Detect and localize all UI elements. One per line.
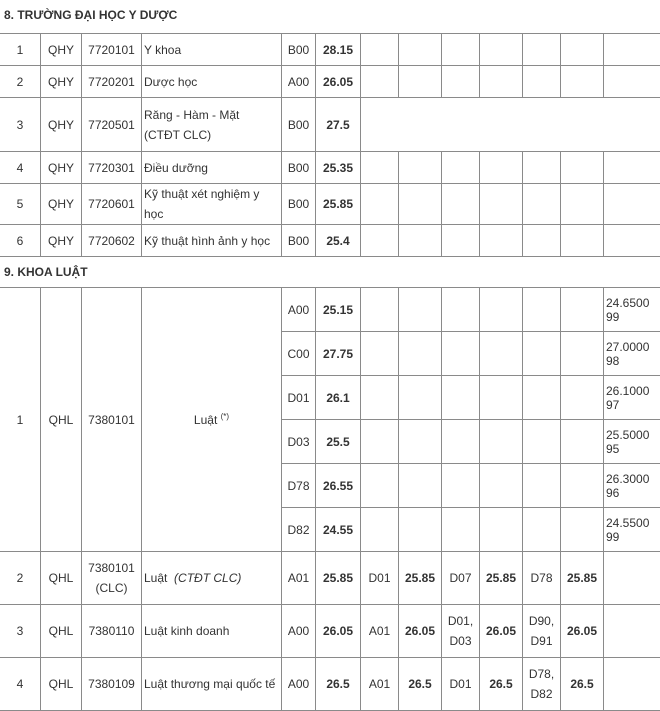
subject-combo: D01 bbox=[282, 376, 316, 420]
major-code: 7720201 bbox=[82, 66, 142, 98]
score: 25.5 bbox=[316, 420, 361, 464]
major-name: Luật thương mại quốc tế bbox=[142, 658, 282, 711]
extra-score bbox=[604, 288, 660, 332]
school-code: QHY bbox=[41, 98, 82, 152]
subject-combo: D82 bbox=[282, 508, 316, 552]
school-code: QHL bbox=[41, 658, 82, 711]
score: 25.85 bbox=[561, 552, 604, 605]
extra-score-line2: 96 bbox=[606, 486, 619, 500]
score: 26.55 bbox=[316, 464, 361, 508]
major-code: 7380101 bbox=[82, 288, 142, 552]
score: 26.5 bbox=[561, 658, 604, 711]
subject-combo: D01 bbox=[361, 552, 399, 605]
row-number: 5 bbox=[0, 184, 41, 225]
extra-score-line1: 27.0000 bbox=[606, 340, 649, 354]
section-header-row bbox=[0, 0, 660, 34]
school-code: QHY bbox=[41, 225, 82, 257]
score: 25.85 bbox=[316, 552, 361, 605]
school-code: QHY bbox=[41, 66, 82, 98]
major-name-text: Luật bbox=[194, 413, 217, 427]
major-name-note: (CTĐT CLC) bbox=[174, 571, 241, 585]
extra-score-line1: 26.3000 bbox=[606, 472, 649, 486]
subject-combo: B00 bbox=[282, 152, 316, 184]
subject-combo: A00 bbox=[282, 658, 316, 711]
score: 25.4 bbox=[316, 225, 361, 257]
table-row bbox=[0, 605, 660, 658]
school-code: QHY bbox=[41, 184, 82, 225]
score: 26.05 bbox=[480, 605, 523, 658]
subject-combo: B00 bbox=[282, 184, 316, 225]
row-number: 4 bbox=[0, 658, 41, 711]
major-name: Kỹ thuật xét nghiệm y học bbox=[142, 184, 282, 225]
major-code: 7380109 bbox=[82, 658, 142, 711]
major-code: 7380110 bbox=[82, 605, 142, 658]
score: 26.5 bbox=[399, 658, 442, 711]
score: 25.85 bbox=[316, 184, 361, 225]
major-code: 7720301 bbox=[82, 152, 142, 184]
extra-score-line2: 97 bbox=[606, 398, 619, 412]
score: 26.05 bbox=[316, 605, 361, 658]
table-row bbox=[0, 225, 660, 257]
row-number: 1 bbox=[0, 34, 41, 66]
subject-combo: C00 bbox=[282, 332, 316, 376]
score: 26.05 bbox=[561, 605, 604, 658]
major-name: Kỹ thuật hình ảnh y học bbox=[142, 225, 282, 257]
score: 28.15 bbox=[316, 34, 361, 66]
subject-combo: D07 bbox=[442, 552, 480, 605]
extra-score-line1: 25.5000 bbox=[606, 428, 649, 442]
subject-combo: B00 bbox=[282, 98, 316, 152]
extra-score-line1: 24.6500 bbox=[606, 296, 649, 310]
subject-combo: B00 bbox=[282, 225, 316, 257]
extra-score-line2: 99 bbox=[606, 530, 619, 544]
score: 25.35 bbox=[316, 152, 361, 184]
extra-score bbox=[604, 508, 660, 552]
major-code bbox=[82, 552, 142, 605]
major-name: Dược học bbox=[142, 66, 282, 98]
school-code: QHY bbox=[41, 34, 82, 66]
extra-score-line2: 99 bbox=[606, 310, 619, 324]
major-code-line1: 7380101 bbox=[88, 561, 135, 575]
subject-combo: A00 bbox=[282, 605, 316, 658]
school-code: QHL bbox=[41, 288, 82, 552]
major-name bbox=[142, 288, 282, 552]
table-row bbox=[0, 552, 660, 605]
extra-score bbox=[604, 332, 660, 376]
subject-combo bbox=[442, 605, 480, 658]
footnote-mark: (*) bbox=[221, 412, 229, 421]
score: 24.55 bbox=[316, 508, 361, 552]
score: 25.85 bbox=[399, 552, 442, 605]
subject-combo: A01 bbox=[361, 605, 399, 658]
subject-combo-line2: D82 bbox=[530, 687, 552, 701]
extra-score bbox=[604, 420, 660, 464]
score: 27.75 bbox=[316, 332, 361, 376]
row-number: 2 bbox=[0, 552, 41, 605]
major-code: 7720601 bbox=[82, 184, 142, 225]
extra-score-line1: 24.5500 bbox=[606, 516, 649, 530]
subject-combo: A00 bbox=[282, 288, 316, 332]
extra-score-line2: 95 bbox=[606, 442, 619, 456]
table-row bbox=[0, 98, 660, 152]
row-number: 2 bbox=[0, 66, 41, 98]
table-row bbox=[0, 184, 660, 225]
subject-combo-line1: D90, bbox=[529, 614, 554, 628]
score: 26.1 bbox=[316, 376, 361, 420]
row-number: 4 bbox=[0, 152, 41, 184]
extra-score-line2: 98 bbox=[606, 354, 619, 368]
score: 25.85 bbox=[480, 552, 523, 605]
major-name: Điều dưỡng bbox=[142, 152, 282, 184]
major-code: 7720602 bbox=[82, 225, 142, 257]
score: 25.15 bbox=[316, 288, 361, 332]
major-name bbox=[142, 98, 282, 152]
table-row bbox=[0, 66, 660, 98]
major-name-text: Luật bbox=[144, 571, 167, 585]
subject-combo bbox=[523, 605, 561, 658]
major-name bbox=[142, 552, 282, 605]
subject-combo: D78 bbox=[523, 552, 561, 605]
row-number: 3 bbox=[0, 605, 41, 658]
major-name: Y khoa bbox=[142, 34, 282, 66]
major-name: Luật kinh doanh bbox=[142, 605, 282, 658]
subject-combo: A01 bbox=[361, 658, 399, 711]
subject-combo: D03 bbox=[282, 420, 316, 464]
section-title: 8. TRƯỜNG ĐẠI HỌC Y DƯỢC bbox=[0, 0, 660, 34]
score: 26.05 bbox=[399, 605, 442, 658]
table-row bbox=[0, 152, 660, 184]
subject-combo-line2: D91 bbox=[530, 634, 552, 648]
school-code: QHL bbox=[41, 552, 82, 605]
subject-combo-line1: D01, bbox=[448, 614, 473, 628]
row-number: 3 bbox=[0, 98, 41, 152]
subject-combo: A01 bbox=[282, 552, 316, 605]
subject-combo: A00 bbox=[282, 66, 316, 98]
score: 27.5 bbox=[316, 98, 361, 152]
subject-combo: D78 bbox=[282, 464, 316, 508]
subject-combo: B00 bbox=[282, 34, 316, 66]
extra-score bbox=[604, 464, 660, 508]
subject-combo bbox=[523, 658, 561, 711]
major-code: 7720501 bbox=[82, 98, 142, 152]
extra-score-line1: 26.1000 bbox=[606, 384, 649, 398]
section-title: 9. KHOA LUẬT bbox=[0, 257, 660, 288]
score: 26.5 bbox=[480, 658, 523, 711]
table-row bbox=[0, 34, 660, 66]
subject-combo: D01 bbox=[442, 658, 480, 711]
section-header-row bbox=[0, 257, 660, 288]
school-code: QHY bbox=[41, 152, 82, 184]
subject-combo-line1: D78, bbox=[529, 667, 554, 681]
subject-combo-line2: D03 bbox=[449, 634, 471, 648]
score: 26.5 bbox=[316, 658, 361, 711]
major-name-line2: (CTĐT CLC) bbox=[144, 128, 211, 142]
table-row bbox=[0, 288, 660, 332]
row-number: 6 bbox=[0, 225, 41, 257]
major-name-line1: Răng - Hàm - Mặt bbox=[144, 108, 239, 122]
major-code-line2: (CLC) bbox=[96, 581, 128, 595]
table-row bbox=[0, 658, 660, 711]
score: 26.05 bbox=[316, 66, 361, 98]
school-code: QHL bbox=[41, 605, 82, 658]
extra-score bbox=[604, 376, 660, 420]
row-number: 1 bbox=[0, 288, 41, 552]
major-code: 7720101 bbox=[82, 34, 142, 66]
